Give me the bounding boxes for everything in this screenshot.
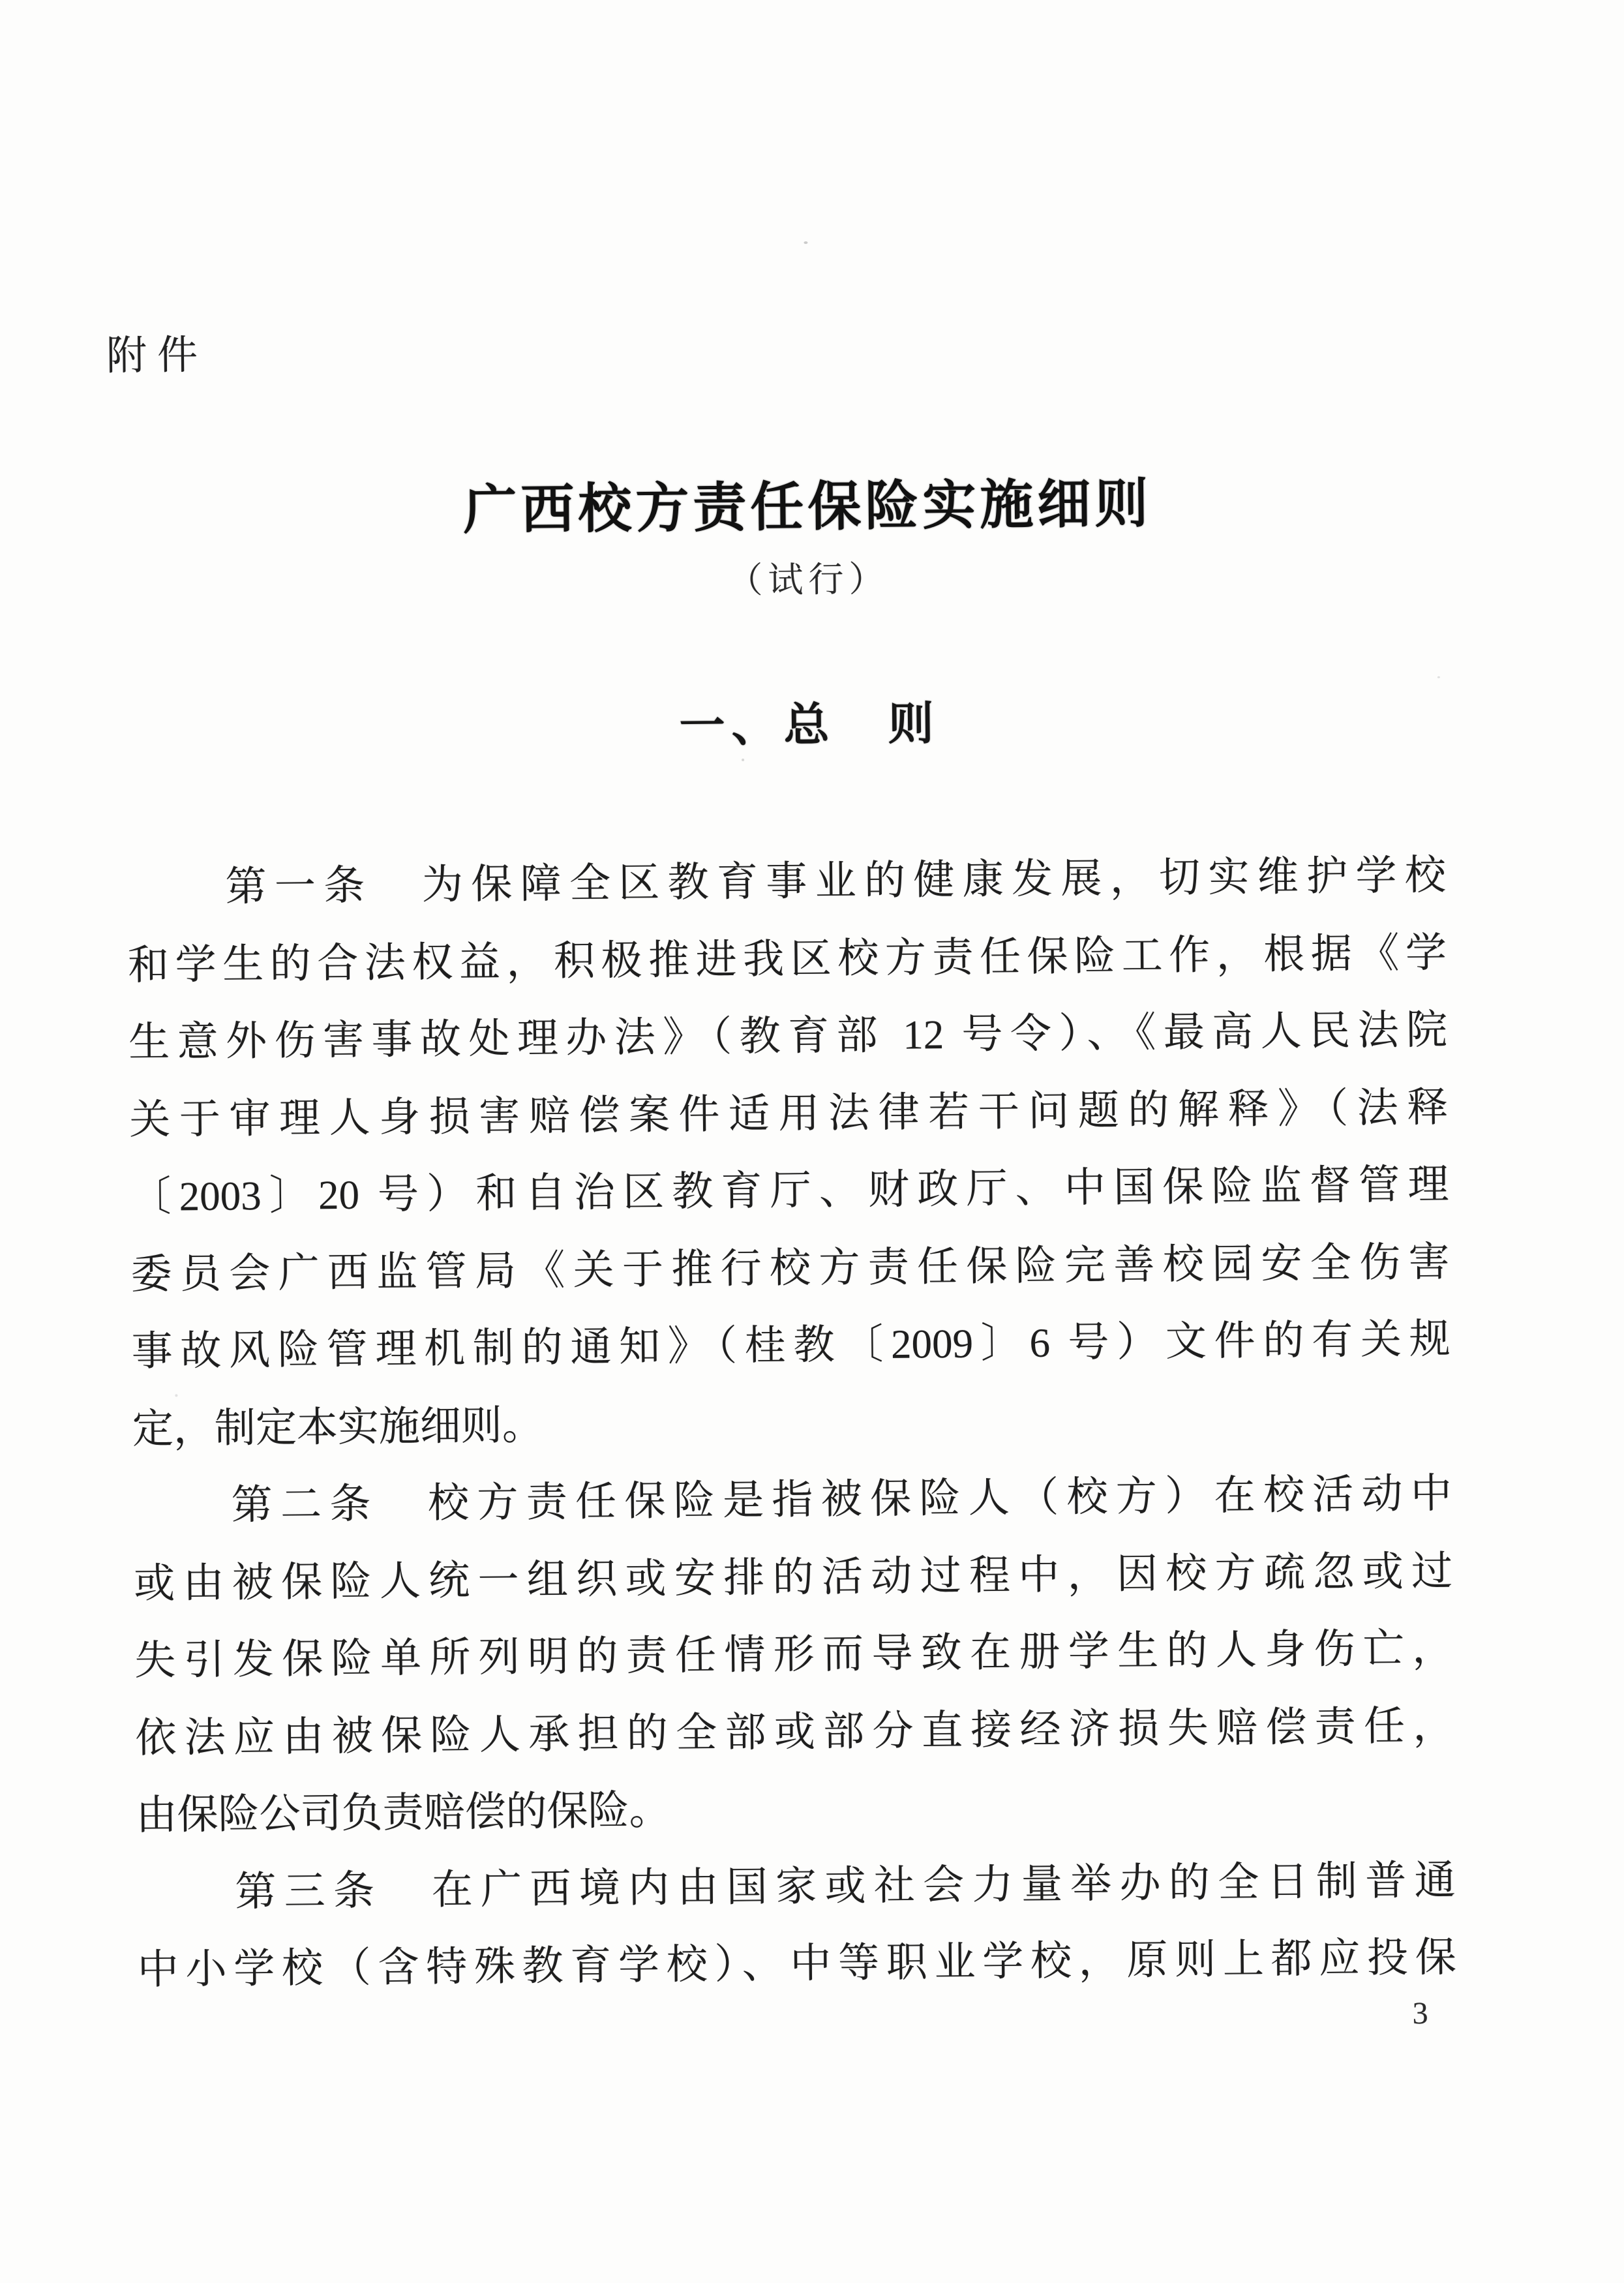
body-line: 事故风险管理机制的通知》（桂教〔2009〕6 号）文件的有关规 [131,1316,1451,1375]
body-line: 〔2003〕20 号）和自治区教育厅、财政厅、中国保险监督管理 [130,1161,1449,1220]
body-line: 和学生的合法权益，积极推进我区校方责任保险工作，根据《学 [127,930,1447,988]
body-line: 依法应由被保险人承担的全部或部分直接经济损失赔偿责任， [135,1702,1454,1761]
body-line: 第三条 在广西境内由国家或社会力量举办的全日制普通 [136,1857,1456,1916]
body-line: 或由被保险人统一组织或安排的活动过程中，因校方疏忽或过 [133,1548,1453,1607]
scan-speck [1437,676,1440,678]
document-subtitle: （试行） [727,559,890,601]
scan-speck [175,1394,177,1397]
body-line: 委员会广西监管局《关于推行校方责任保险完善校园安全伤害 [130,1239,1450,1297]
body-line: 第一条 为保障全区教育事业的健康发展，切实维护学校 [127,852,1447,911]
scan-speck [804,241,807,244]
section-heading: 一、总 则 [679,698,940,751]
page-number: 3 [1412,1996,1428,2031]
body-line: 由保险公司负责赔偿的保险。 [136,1787,670,1839]
body-text [127,837,1456,2009]
document-title: 广西校方责任保险实施细则 [462,474,1152,541]
scan-speck [742,759,744,761]
body-line: 关于审理人身损害赔偿案件适用法律若干问题的解释》（法释 [128,1084,1449,1143]
attachment-label: 附件 [106,333,209,379]
body-line: 失引发保险单所列明的责任情形而导致在册学生的人身伤亡， [134,1625,1454,1684]
body-line: 中小学校（含特殊教育学校）、中等职业学校，原则上都应投保 [137,1934,1457,1993]
body-line: 生意外伤害事故处理办法》（教育部 12 号令）、《最高人民法院 [128,1006,1448,1066]
body-line: 第二条 校方责任保险是指被保险人（校方）在校活动中 [132,1470,1452,1530]
body-line: 定，制定本实施细则。 [132,1402,544,1452]
